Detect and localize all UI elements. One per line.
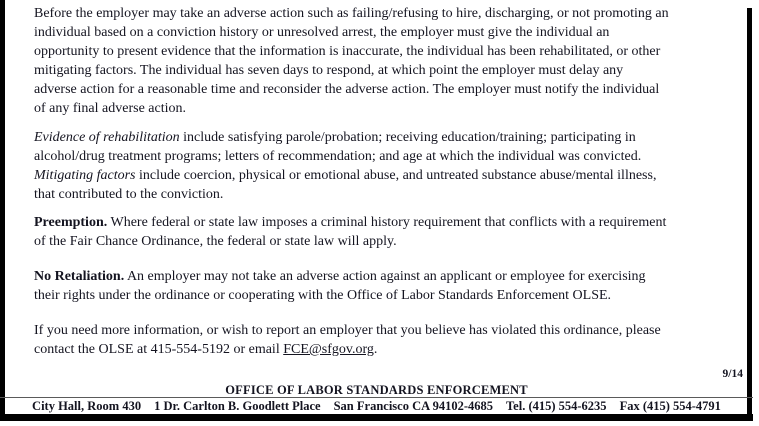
text-line: opportunity to present evidence that the information is inaccurate, the individual has been rehabilitated, or other [34,44,661,59]
text-line [34,166,745,185]
text-segment: . [373,342,378,357]
address-segment-fax: Fax (415) 554-4791 [619,399,721,413]
text-segment: include coercion, physical or emotional abuse, and untreated substance abuse/mental illness, [135,168,657,183]
bold-lead-no-retaliation: No Retaliation. [34,269,125,284]
text-line [34,340,745,359]
footer-address [0,399,753,414]
email-link[interactable]: FCE@sfgov.org [283,342,374,357]
bold-lead-preemption: Preemption. [34,215,108,230]
page-border-right [747,8,752,421]
address-segment-room: City Hall, Room 430 [32,399,142,413]
text-line: individual based on a conviction history or unresolved arrest, the employer must give the individual an [34,25,610,40]
paragraph-no-retaliation [34,267,745,305]
text-line [34,213,745,232]
text-line: that contributed to the conviction. [34,187,224,202]
paragraph-evidence-mitigating [34,128,745,204]
text-line: their rights under the ordinance or cooperating with the Office of Labor Standards Enforcement OLSE. [34,288,612,303]
text-segment: Where federal or state law imposes a criminal history requirement that conflicts with a requirement [107,215,667,230]
text-line: Before the employer may take an adverse action such as failing/refusing to hire, discharging, or not promoting an [34,6,669,21]
page-border-bottom [0,414,753,421]
text-segment: An employer may not take an adverse action against an applicant or employee for exercising [124,269,646,284]
italic-lead-mitigating: Mitigating factors [34,168,136,183]
footer-office-title: OFFICE OF LABOR STANDARDS ENFORCEMENT [225,383,528,397]
paragraph-contact [34,321,745,359]
text-segment: contact the OLSE at 415-554-5192 or email [34,342,284,357]
text-line: mitigating factors. The individual has seven days to respond, at which point the employer must delay any [34,63,624,78]
address-segment-tel: Tel. (415) 554-6235 [505,399,607,413]
address-segment-street: 1 Dr. Carlton B. Goodlett Place [154,399,321,413]
text-segment: include satisfying parole/probation; receiving education/training; participating in [179,130,636,145]
text-line: adverse action for a reasonable time and reconsider the adverse action. The employer must notify the individual [34,82,660,97]
text-line: of the Fair Chance Ordinance, the federal or state law will apply. [34,234,397,249]
paragraph-adverse-action [34,4,745,118]
text-line: If you need more information, or wish to report an employer that you believe has violated this ordinance, please [34,323,661,338]
text-line: alcohol/drug treatment programs; letters of recommendation; and age at which the individual was convicted. [34,149,642,164]
text-line: of any final adverse action. [34,101,186,116]
footer-divider [0,397,753,398]
page-number: 9/14 [722,368,743,380]
page-border-left [0,0,5,421]
italic-lead-evidence: Evidence of rehabilitation [34,130,180,145]
document-body [34,4,745,359]
address-segment-city: San Francisco CA 94102-4685 [333,399,493,413]
text-line [34,128,745,147]
paragraph-preemption [34,213,745,251]
text-line [34,267,745,286]
